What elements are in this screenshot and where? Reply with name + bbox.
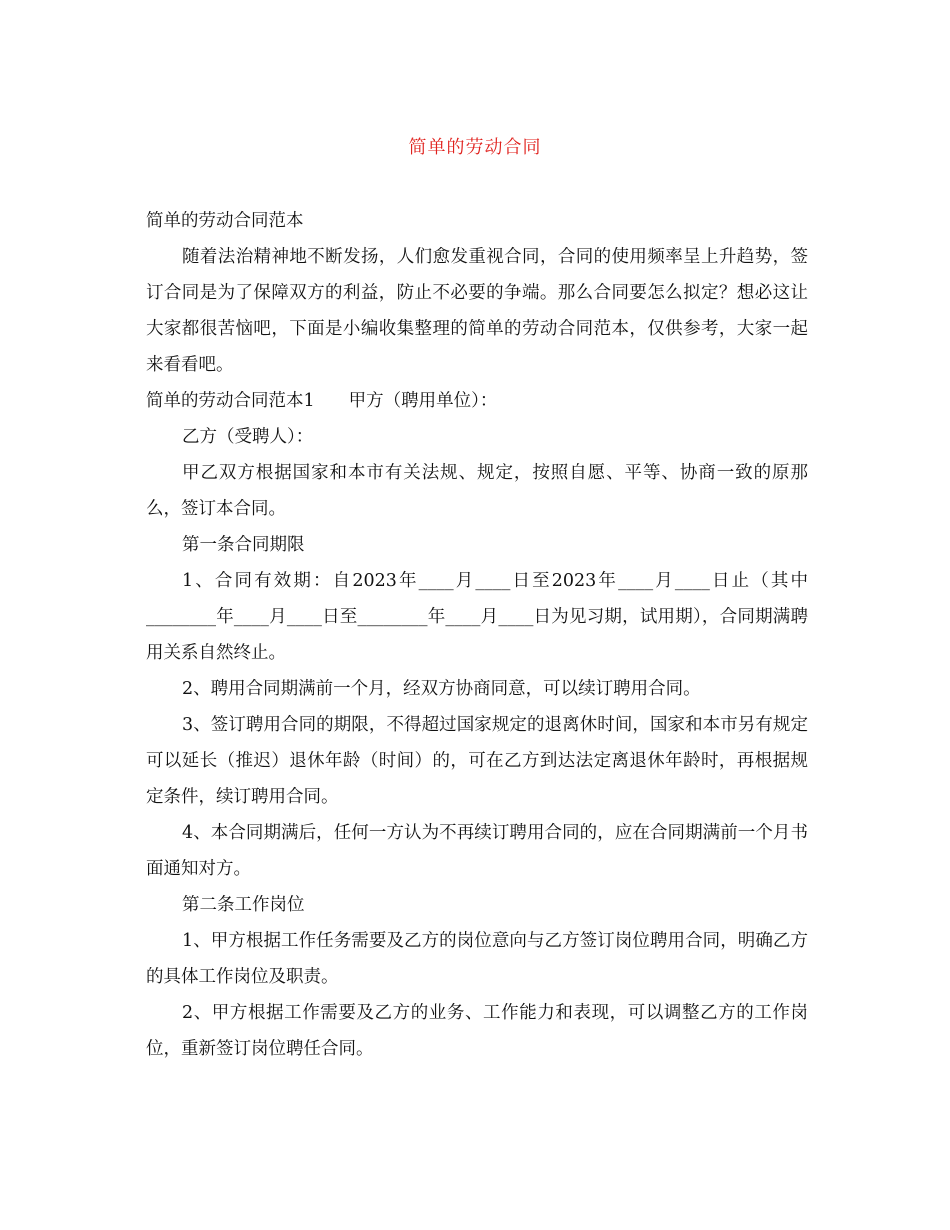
sample-heading: 简单的劳动合同范本1: [146, 391, 315, 411]
article1-clause-4: 4、本合同期满后，任何一方认为不再续订聘用合同的，应在合同期满前一个月书面通知对方。: [146, 823, 808, 879]
intro-paragraph: 随着法治精神地不断发扬，人们愈发重视合同，合同的使用频率呈上升趋势，签订合同是为了保障双方的利益，防止不必要的争端。那么合同要怎么拟定？想必这让大家都很苦恼吧，下面是小编收集整理的简单的劳动合同范本，仅供参考，大家一起来看看吧。: [146, 247, 808, 375]
article1-clause-3: 3、签订聘用合同的期限，不得超过国家规定的退离休时间，国家和本市另有规定可以延长（推迟）退休年龄（时间）的，可在乙方到达法定离退休年龄时，再根据规定条件，续订聘用合同。: [146, 715, 808, 807]
document-subtitle: 简单的劳动合同范本: [146, 211, 304, 231]
agreement-paragraph: 甲乙双方根据国家和本市有关法规、规定，按照自愿、平等、协商一致的原那么，签订本合同。: [146, 463, 808, 519]
party-a-label: 甲方（聘用单位）：: [348, 391, 498, 411]
article2-clause-2: 2、甲方根据工作需要及乙方的业务、工作能力和表现，可以调整乙方的工作岗位，重新签订岗位聘任合同。: [146, 1003, 808, 1059]
article2-heading: 第二条工作岗位: [182, 895, 305, 915]
article1-heading: 第一条合同期限: [182, 535, 305, 555]
article1-clause-2: 2、聘用合同期满前一个月，经双方协商同意，可以续订聘用合同。: [182, 679, 701, 699]
party-b-label: 乙方（受聘人）：: [182, 427, 314, 447]
document-title: 简单的劳动合同: [408, 137, 542, 158]
article1-clause-1: 1、合同有效期：自2023年____月____日至2023年____月____日止（其中________年____月____日至________年____月____日为见习期，试用期），合同期满聘用关系自然终止。: [146, 571, 808, 663]
document-body: [146, 203, 808, 1067]
sample-heading-line: [146, 383, 808, 419]
article2-clause-1: 1、甲方根据工作任务需要及乙方的岗位意向与乙方签订岗位聘用合同，明确乙方的具体工作岗位及职责。: [146, 931, 808, 987]
